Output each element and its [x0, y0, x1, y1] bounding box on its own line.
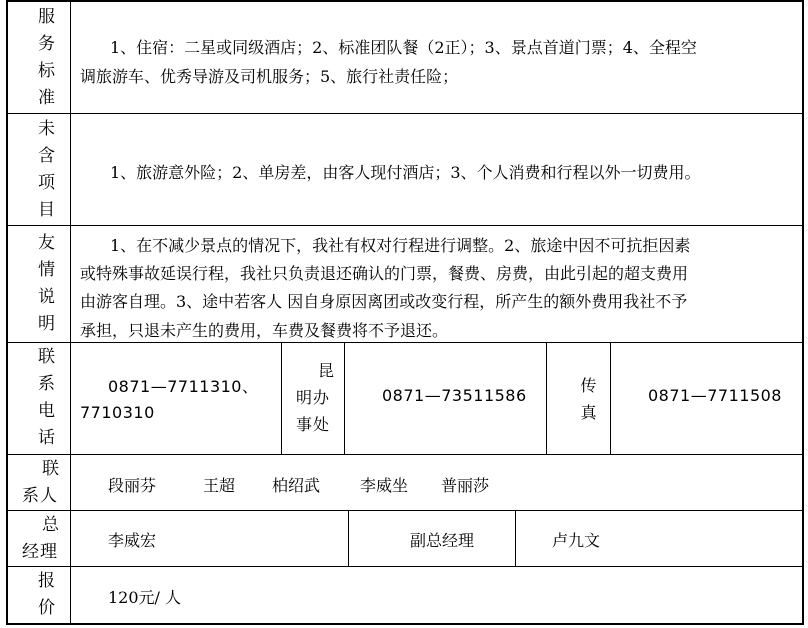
- office-phone: 0871—73511586: [382, 386, 527, 405]
- label-char: 准: [38, 88, 56, 108]
- cell-divider: [344, 342, 345, 454]
- label-char: 明办: [295, 388, 330, 407]
- label-char: 友: [38, 233, 56, 253]
- contact-phone-label: [30, 344, 64, 452]
- contacts-label: [14, 456, 66, 510]
- contact-name: 李威坐: [360, 476, 409, 495]
- general-manager-name: 李威宏: [108, 531, 157, 550]
- row-divider: [6, 566, 804, 567]
- label-char: 系人: [22, 486, 58, 506]
- notes-line4: 承担，只退未产生的费用，车费及餐费将不予退还。: [80, 321, 449, 340]
- deputy-manager-label: 副总经理: [410, 531, 475, 550]
- row-divider: [6, 454, 804, 455]
- label-char: 说: [38, 287, 56, 307]
- label-char: 明: [38, 314, 56, 334]
- price-label: [30, 568, 64, 622]
- kunming-office-label: [287, 357, 339, 438]
- label-char: 报: [38, 571, 56, 591]
- label-char: 话: [38, 428, 56, 448]
- label-char: 情: [38, 260, 56, 280]
- service-standard-line2: 调旅游车、优秀导游及司机服务；5、旅行社责任险；: [80, 67, 459, 86]
- cell-divider: [281, 342, 282, 454]
- notes-line2: 或特殊事故延误行程，我社只负责退还确认的门票，餐费、房费，由此引起的超支费用: [80, 264, 689, 283]
- label-char: 昆: [317, 361, 335, 380]
- label-char: 事处: [295, 415, 330, 434]
- row-divider: [6, 342, 804, 343]
- price-value: 120元/ 人: [108, 588, 182, 607]
- notes-line1: 1、在不减少景点的情况下，我社有权对行程进行调整。2、旅途中因不可抗拒因素: [110, 236, 691, 255]
- label-char: 联: [42, 459, 60, 479]
- service-standard-line1: 1、住宿：二星或同级酒店；2、标准团队餐（2正）；3、景点首道门票；4、全程空: [110, 38, 697, 57]
- service-standard-label: [30, 4, 64, 112]
- label-char: 系: [38, 374, 56, 394]
- label-char: 项: [38, 173, 56, 193]
- label-char: 传: [580, 376, 598, 395]
- fax-number: 0871—7711508: [648, 386, 782, 405]
- table-border-top: [6, 0, 804, 2]
- contact-name: 段丽芬: [108, 476, 157, 495]
- cell-divider: [515, 510, 516, 566]
- label-char: 真: [580, 403, 598, 422]
- label-char: 联: [38, 347, 56, 367]
- cell-divider: [610, 342, 611, 454]
- table-border-right: [802, 0, 804, 625]
- phone-number-line2: 7710310: [80, 403, 155, 422]
- cell-divider: [546, 342, 547, 454]
- label-char: 含: [38, 146, 56, 166]
- deputy-manager-name: 卢九文: [552, 531, 601, 550]
- cell-divider: [348, 510, 349, 566]
- label-char: 务: [38, 34, 56, 54]
- label-char: 标: [38, 61, 56, 81]
- general-manager-label: [14, 512, 66, 566]
- row-divider: [6, 510, 804, 511]
- label-column-divider: [70, 0, 71, 625]
- label-char: 电: [38, 401, 56, 421]
- not-included-text: 1、旅游意外险；2、单房差，由客人现付酒店；3、个人消费和行程以外一切费用。: [110, 163, 701, 182]
- label-char: 未: [38, 119, 56, 139]
- fax-label: [572, 372, 606, 426]
- contact-name: 柏绍武: [272, 476, 321, 495]
- row-divider: [6, 225, 804, 226]
- notes-line3: 由游客自理。3、途中若客人 因自身原因离团或改变行程，所产生的额外费用我社不予: [80, 292, 688, 311]
- label-char: 总: [42, 515, 60, 535]
- label-char: 服: [38, 7, 56, 27]
- notes-label: [30, 230, 64, 338]
- label-char: 价: [38, 598, 56, 618]
- table-border-left: [6, 0, 8, 625]
- label-char: 经理: [22, 542, 58, 562]
- label-char: 目: [38, 200, 56, 220]
- phone-number-line1: 0871—7711310、: [108, 377, 259, 396]
- not-included-label: [30, 116, 64, 224]
- contact-name: 普丽莎: [441, 476, 490, 495]
- contact-name: 王超: [203, 476, 236, 495]
- table-border-bottom: [6, 623, 804, 625]
- row-divider: [6, 113, 804, 114]
